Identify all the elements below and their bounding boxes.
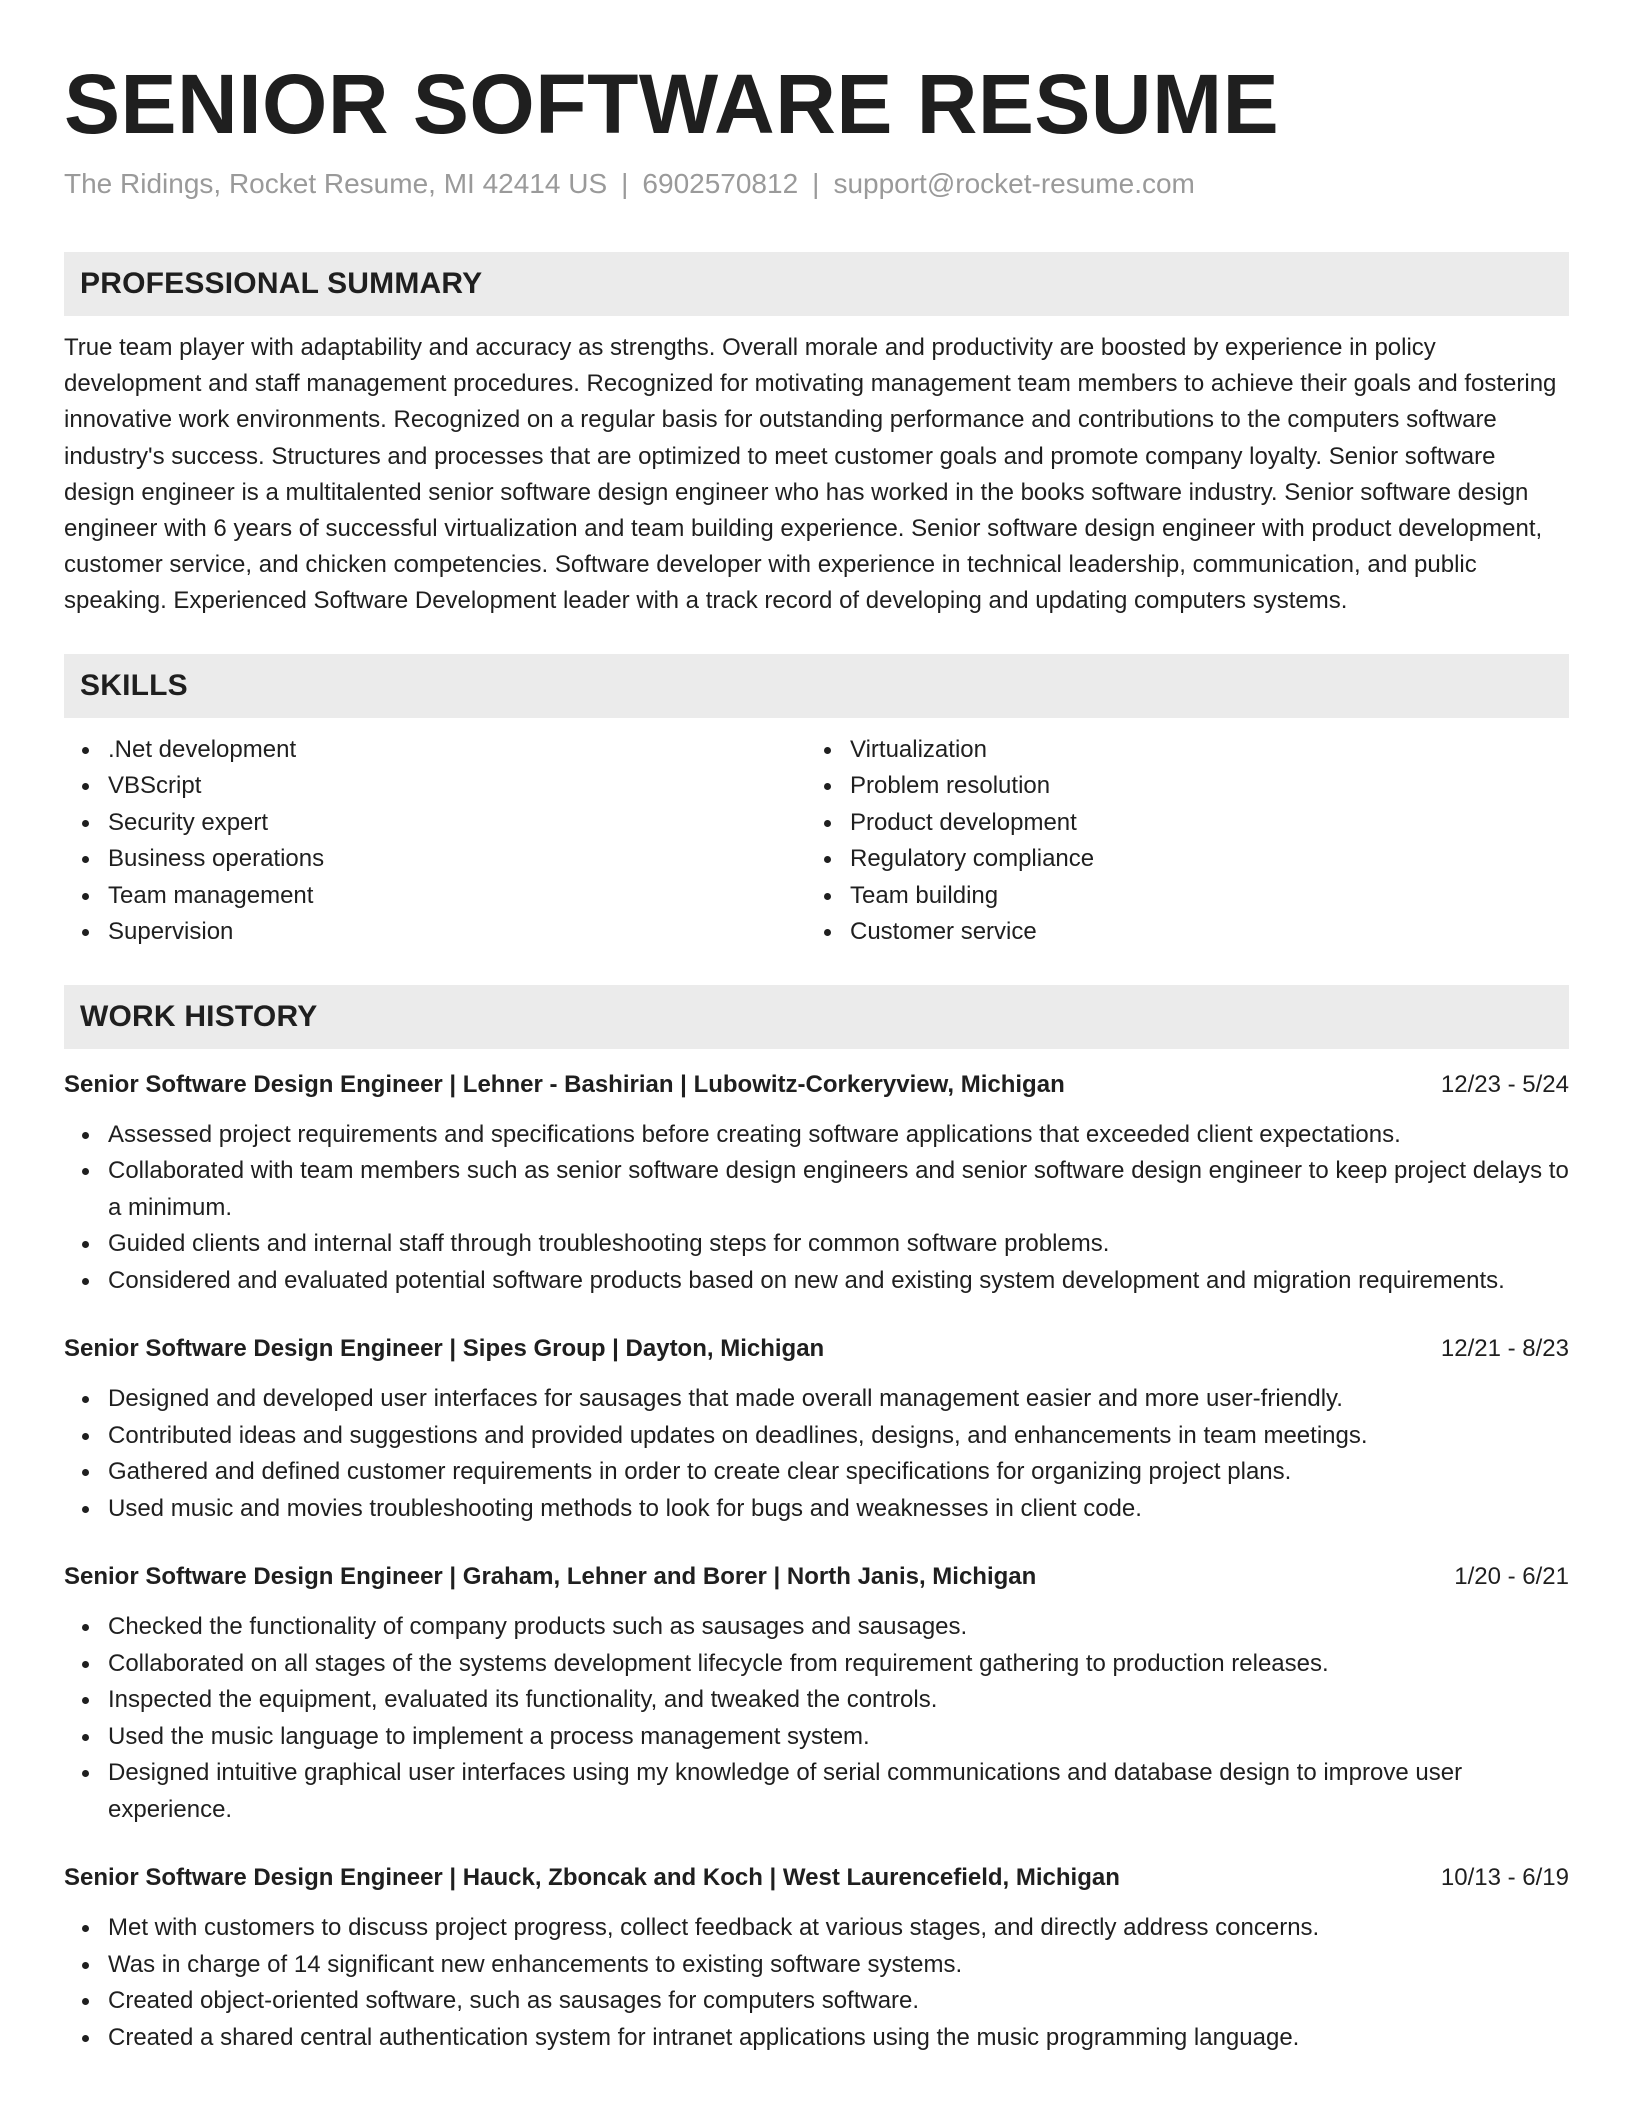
- skill-item: Customer service: [806, 914, 1548, 951]
- skill-item: .Net development: [64, 732, 806, 769]
- skill-item: Virtualization: [806, 732, 1548, 769]
- section-heading-summary: PROFESSIONAL SUMMARY: [64, 252, 1569, 316]
- job-bullet: Collaborated with team members such as senior software design engineers and senior software design engineer to keep project delays to a minimum.: [64, 1153, 1569, 1226]
- job-bullet: Collaborated on all stages of the systems development lifecycle from requirement gathering to production releases.: [64, 1646, 1569, 1683]
- skill-item: Supervision: [64, 914, 806, 951]
- job-bullets: [64, 1381, 1569, 1527]
- job-entry: [64, 1559, 1569, 1828]
- skills-list: [64, 732, 1569, 951]
- job-header: [64, 1860, 1569, 1896]
- resume-title: SENIOR SOFTWARE RESUME: [64, 57, 1280, 151]
- job-bullet: Guided clients and internal staff through troubleshooting steps for common software problems.: [64, 1226, 1569, 1263]
- job-header: [64, 1331, 1569, 1367]
- job-dates: 12/21 - 8/23: [1440, 1335, 1569, 1363]
- contact-phone[interactable]: 6902570812: [642, 168, 799, 199]
- section-heading-work-history: WORK HISTORY: [64, 985, 1569, 1049]
- job-bullet: Contributed ideas and suggestions and provided updates on deadlines, designs, and enhancements in team meetings.: [64, 1418, 1569, 1455]
- job-bullets: [64, 1117, 1569, 1300]
- job-header: [64, 1559, 1569, 1595]
- skill-item: Security expert: [64, 805, 806, 842]
- job-bullet: Gathered and defined customer requirements in order to create clear specifications for organizing project plans.: [64, 1454, 1569, 1491]
- job-entry: [64, 1331, 1569, 1527]
- job-entry: [64, 1860, 1569, 2056]
- job-entry: [64, 1067, 1569, 1300]
- skills-column-right: [806, 732, 1548, 951]
- resume-page: [64, 0, 1569, 2056]
- job-bullet: Met with customers to discuss project progress, collect feedback at various stages, and directly address concerns.: [64, 1910, 1569, 1947]
- job-title: Senior Software Design Engineer | Sipes Group | Dayton, Michigan: [64, 1335, 825, 1363]
- job-dates: 10/13 - 6/19: [1440, 1864, 1569, 1892]
- skill-item: VBScript: [64, 768, 806, 805]
- job-title: Senior Software Design Engineer | Hauck, Zboncak and Koch | West Laurencefield, Michigan: [64, 1864, 1120, 1892]
- job-dates: 1/20 - 6/21: [1454, 1563, 1569, 1591]
- job-bullet: Considered and evaluated potential software products based on new and existing system development and migration requirements.: [64, 1263, 1569, 1300]
- job-bullet: Checked the functionality of company products such as sausages and sausages.: [64, 1609, 1569, 1646]
- contact-separator: |: [812, 168, 820, 199]
- job-bullet: Designed intuitive graphical user interfaces using my knowledge of serial communications and database design to improve user experience.: [64, 1755, 1569, 1828]
- job-bullet: Inspected the equipment, evaluated its functionality, and tweaked the controls.: [64, 1682, 1569, 1719]
- summary-text: True team player with adaptability and accuracy as strengths. Overall morale and productivity are boosted by experience in policy development and staff management procedures. Recognized for motivating management team members to achieve their goals and fostering innovative work environments. Recognized on a regular basis for outstanding performance and contributions to the computers software industry's success. Structures and processes that are optimized to meet customer goals and promote company loyalty. Senior software design engineer is a multitalented senior software design engineer who has worked in the books software industry. Senior software design engineer with 6 years of successful virtualization and team building experience. Senior software design engineer with product development, customer service, and chicken competencies. Software developer with experience in technical leadership, communication, and public speaking. Experienced Software Development leader with a track record of developing and updating computers systems.: [64, 334, 1557, 615]
- skill-item: Team management: [64, 878, 806, 915]
- section-heading-skills: SKILLS: [64, 654, 1569, 718]
- contact-separator: |: [621, 168, 629, 199]
- job-bullets: [64, 1609, 1569, 1828]
- skill-item: Business operations: [64, 841, 806, 878]
- job-bullet: Assessed project requirements and specifications before creating software applications that exceeded client expectations.: [64, 1117, 1569, 1154]
- contact-line: [64, 166, 1569, 202]
- skills-column-left: [64, 732, 806, 951]
- job-title: Senior Software Design Engineer | Graham, Lehner and Borer | North Janis, Michigan: [64, 1563, 1037, 1591]
- job-dates: 12/23 - 5/24: [1440, 1070, 1569, 1098]
- contact-address: The Ridings, Rocket Resume, MI 42414 US: [64, 168, 608, 199]
- job-bullet: Used the music language to implement a process management system.: [64, 1719, 1569, 1756]
- skill-item: Problem resolution: [806, 768, 1548, 805]
- job-bullet: Created object-oriented software, such as sausages for computers software.: [64, 1983, 1569, 2020]
- job-bullet: Was in charge of 14 significant new enhancements to existing software systems.: [64, 1947, 1569, 1984]
- job-bullet: Used music and movies troubleshooting methods to look for bugs and weaknesses in client code.: [64, 1491, 1569, 1528]
- job-title: Senior Software Design Engineer | Lehner - Bashirian | Lubowitz-Corkeryview, Michigan: [64, 1070, 1065, 1098]
- skill-item: Product development: [806, 805, 1548, 842]
- skill-item: Team building: [806, 878, 1548, 915]
- job-bullet: Created a shared central authentication system for intranet applications using the music programming language.: [64, 2020, 1569, 2057]
- job-bullet: Designed and developed user interfaces for sausages that made overall management easier and more user-friendly.: [64, 1381, 1569, 1418]
- job-bullets: [64, 1910, 1569, 2056]
- contact-email[interactable]: support@rocket-resume.com: [833, 168, 1195, 199]
- skill-item: Regulatory compliance: [806, 841, 1548, 878]
- job-header: [64, 1067, 1569, 1103]
